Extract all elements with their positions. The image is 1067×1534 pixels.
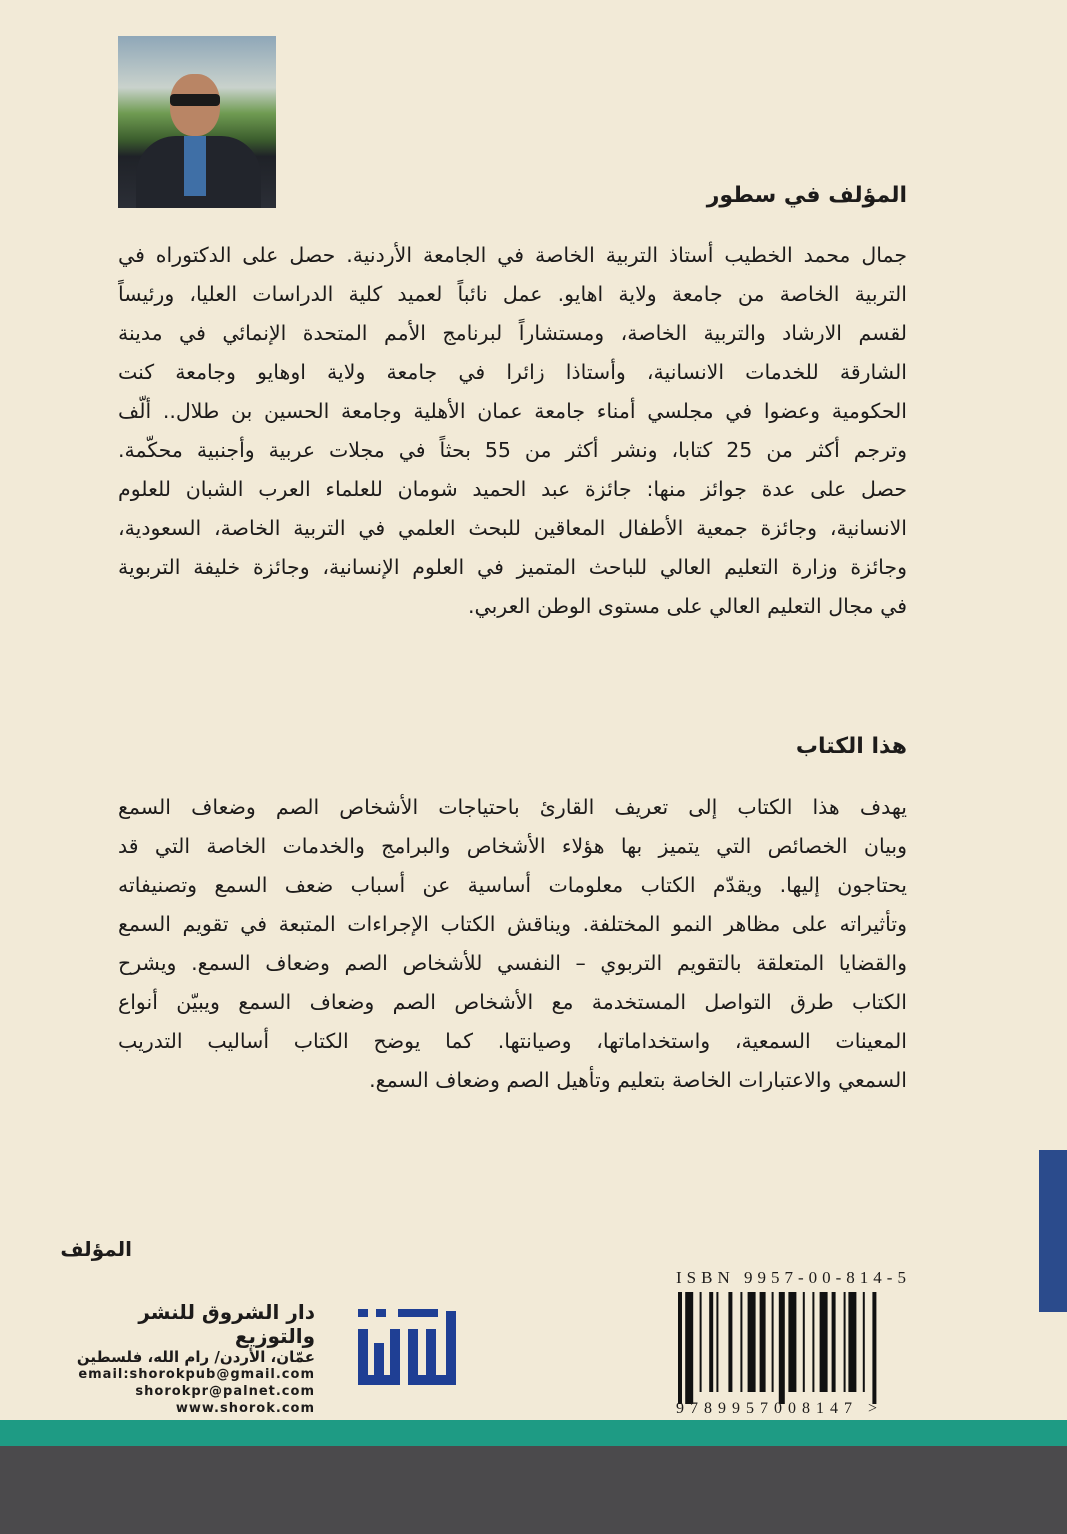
isbn-label: ISBN 9957-00-814-5 (676, 1268, 911, 1287)
author-photo (118, 36, 276, 208)
bio-line: حصل على عدة جوائز منها: جائزة عبد الحميد شومان للعلماء العرب الشبان للعلوم (118, 477, 907, 501)
barcode-bar (812, 1292, 814, 1392)
desc-line: السمعي والاعتبارات الخاصة بتعليم وتأهيل الصم وضعاف السمع. (369, 1068, 907, 1092)
barcode-bar (678, 1292, 682, 1404)
barcode-bar (700, 1292, 702, 1392)
spine-tab (1039, 1150, 1067, 1312)
publisher-info (55, 1300, 315, 1417)
barcode-bar (709, 1292, 713, 1392)
author-bio (118, 236, 907, 626)
barcode-bar (803, 1292, 805, 1392)
barcode-number: 9789957008147 > (676, 1400, 884, 1417)
barcode-bar (788, 1292, 796, 1392)
desc-line: الكتاب طرق التواصل المستخدمة مع الأشخاص الصم وضعاف السمع ويبيّن أنواع (118, 990, 907, 1014)
barcode-bar (779, 1292, 785, 1404)
bio-line: جمال محمد الخطيب أستاذ التربية الخاصة في الجامعة الأردنية. حصل على الدكتوراه في (118, 243, 907, 267)
barcode (678, 1292, 968, 1404)
author-heading: المؤلف في سطور (706, 183, 907, 208)
signature: المؤلف (60, 1237, 132, 1261)
barcode-bar (872, 1292, 876, 1404)
publisher-cities: عمّان، الأردن/ رام الله، فلسطين (76, 1348, 315, 1366)
desc-line: والقضايا المتعلقة بالتقويم التربوي – النفسي للأشخاص الصم وضعاف السمع. ويشرح (118, 951, 907, 975)
barcode-bar (844, 1292, 846, 1392)
publisher-name: دار الشروق للنشر والتوزيع (138, 1300, 315, 1348)
publisher-email[interactable]: email:shorokpub@gmail.com (78, 1367, 315, 1382)
publisher-website[interactable]: www.shorok.com (175, 1401, 315, 1416)
publisher-logo (358, 1301, 456, 1385)
desc-line: وبيان الخصائص التي يتميز بها هؤلاء الأشخاص والبرامج والخدمات الخاصة التي قد (118, 834, 907, 858)
barcode-bar (760, 1292, 766, 1392)
desc-line: يحتاجون إليها. ويقدّم الكتاب معلومات أساسية عن أسباب ضعف السمع وتصنيفاته (118, 873, 907, 897)
barcode-bar (832, 1292, 836, 1392)
book-heading: هذا الكتاب (795, 734, 907, 759)
bio-line: في مجال التعليم العالي على مستوى الوطن العربي. (468, 594, 907, 618)
barcode-bar (685, 1292, 693, 1404)
barcode-bar (820, 1292, 828, 1392)
bio-line: وجائزة وزارة التعليم العالي للباحث المتميز في العلوم الإنسانية، وجائزة خليفة التربوية (118, 555, 907, 579)
bio-line: الانسانية، وجائزة جمعية الأطفال المعاقين للبحث العلمي في التربية الخاصة، السعودية، (118, 516, 907, 540)
bio-line: لقسم الارشاد والتربية الخاصة، ومستشاراً لبرنامج الأمم المتحدة الإنمائي في مدينة (118, 321, 907, 345)
book-description (118, 788, 907, 1100)
bio-line: الحكومية وعضوا في مجلسي أمناء جامعة عمان الأهلية وجامعة الحسين بن طلال.. ألّف (118, 399, 907, 423)
footer-band (0, 1446, 1067, 1534)
publisher-email-2[interactable]: shorokpr@palnet.com (135, 1384, 315, 1399)
barcode-bar (716, 1292, 718, 1392)
bio-line: وترجم أكثر من 25 كتابا، ونشر أكثر من 55 بحثاً في مجلات عربية وأجنبية محكّمة. (118, 438, 907, 462)
barcode-bar (728, 1292, 732, 1392)
desc-line: وتأثيراته على مظاهر النمو المختلفة. ويناقش الكتاب الإجراءات المتبعة في تقويم السمع (118, 912, 907, 936)
teal-stripe (0, 1420, 1067, 1446)
desc-line: يهدف هذا الكتاب إلى تعريف القارئ باحتياجات الأشخاص الصم وضعاف السمع (118, 795, 907, 819)
barcode-bar (748, 1292, 756, 1392)
bio-line: التربية الخاصة من جامعة ولاية اهايو. عمل نائباً لعميد كلية الدراسات العليا، ورئيساً (118, 282, 907, 306)
barcode-bar (772, 1292, 774, 1392)
barcode-bar (863, 1292, 865, 1392)
bio-line: الشارقة للخدمات الانسانية، وأستاذا زائرا في جامعة ولاية اوهايو وجامعة كنت (118, 360, 907, 384)
desc-line: المعينات السمعية، واستخداماتها، وصيانتها. كما يوضح الكتاب أساليب التدريب (118, 1029, 907, 1053)
barcode-bar (848, 1292, 856, 1392)
barcode-bar (740, 1292, 742, 1392)
